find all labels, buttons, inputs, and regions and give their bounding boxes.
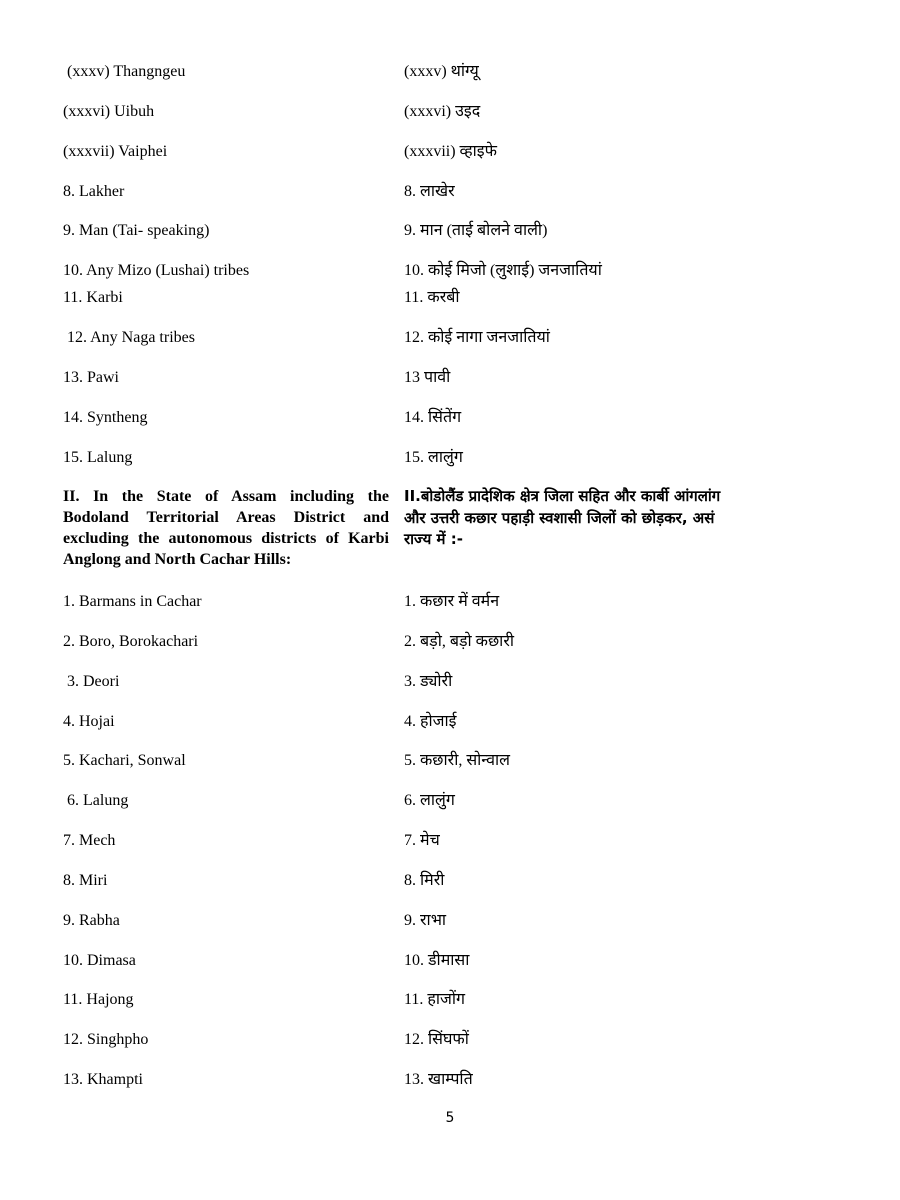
hindi-entry: 13 पावी bbox=[404, 369, 451, 386]
english-entry: 9. Man (Tai- speaking) bbox=[63, 222, 210, 239]
list-row bbox=[0, 219, 900, 249]
english-entry: 14. Syntheng bbox=[63, 409, 148, 426]
hindi-entry: 10. डीमासा bbox=[404, 952, 470, 969]
list-row bbox=[0, 446, 900, 476]
english-entry: 2. Boro, Borokachari bbox=[63, 633, 199, 650]
list-row bbox=[0, 630, 900, 660]
hindi-entry: 8. मिरी bbox=[404, 872, 445, 889]
list-row bbox=[0, 406, 900, 436]
english-entry: 8. Lakher bbox=[63, 183, 125, 200]
hindi-entry: (xxxvi) उइद bbox=[404, 103, 481, 120]
list-row bbox=[0, 326, 900, 356]
hindi-entry: 3. ड्योरी bbox=[404, 673, 453, 690]
english-entry: (xxxv) Thangngeu bbox=[67, 63, 186, 80]
english-entry: 11. Hajong bbox=[63, 991, 134, 1008]
hindi-entry: 2. बड़ो, बड़ो कछारी bbox=[404, 633, 515, 650]
hindi-entry: 12. सिंघफों bbox=[404, 1031, 469, 1048]
list-row bbox=[0, 909, 900, 939]
hindi-entry: 10. कोई मिजो (लुशाई) जनजातियां bbox=[404, 262, 602, 279]
list-row bbox=[0, 180, 900, 210]
english-entry: 5. Kachari, Sonwal bbox=[63, 752, 186, 769]
english-entry: 13. Khampti bbox=[63, 1071, 143, 1088]
hindi-entry: 6. लालुंग bbox=[404, 792, 455, 809]
english-entry: 11. Karbi bbox=[63, 289, 123, 306]
english-entry: 12. Singhpho bbox=[63, 1031, 149, 1048]
list-row bbox=[0, 670, 900, 700]
english-entry: 6. Lalung bbox=[67, 792, 129, 809]
hindi-entry: 7. मेच bbox=[404, 832, 440, 849]
list-row bbox=[0, 949, 900, 979]
hindi-entry: 11. हाजोंग bbox=[404, 991, 466, 1008]
hindi-entry: 12. कोई नागा जनजातियां bbox=[404, 329, 550, 346]
english-entry: 7. Mech bbox=[63, 832, 116, 849]
hindi-entry: 15. लालुंग bbox=[404, 449, 463, 466]
list-row bbox=[0, 869, 900, 899]
english-entry: 13. Pawi bbox=[63, 369, 119, 386]
list-row bbox=[0, 1028, 900, 1058]
hindi-entry: 1. कछार में वर्मन bbox=[404, 593, 500, 610]
english-entry: 15. Lalung bbox=[63, 449, 133, 466]
list-row bbox=[0, 366, 900, 396]
english-entry: 3. Deori bbox=[67, 673, 120, 690]
list-row bbox=[0, 829, 900, 859]
hindi-entry: (xxxvii) व्हाइफे bbox=[404, 143, 498, 160]
hindi-entry: 13. खाम्पति bbox=[404, 1071, 473, 1088]
english-entry: 9. Rabha bbox=[63, 912, 120, 929]
list-row bbox=[0, 1068, 900, 1098]
list-row bbox=[0, 749, 900, 779]
hindi-entry: (xxxv) थांग्यू bbox=[404, 63, 479, 80]
english-entry: 10. Any Mizo (Lushai) tribes bbox=[63, 262, 250, 279]
list-row bbox=[0, 710, 900, 740]
list-row bbox=[0, 140, 900, 170]
list-row bbox=[0, 60, 900, 90]
english-entry: 12. Any Naga tribes bbox=[67, 329, 195, 346]
english-entry: 4. Hojai bbox=[63, 713, 115, 730]
hindi-entry: 9. मान (ताई बोलने वाली) bbox=[404, 222, 548, 239]
list-row bbox=[0, 100, 900, 130]
hindi-entry: 4. होजाई bbox=[404, 713, 457, 730]
list-row bbox=[0, 286, 900, 316]
list-row bbox=[0, 259, 900, 289]
hindi-entry: 5. कछारी, सोन्वाल bbox=[404, 752, 510, 769]
english-entry: (xxxvii) Vaiphei bbox=[63, 143, 168, 160]
hindi-entry: 11. करबी bbox=[404, 289, 460, 306]
english-entry: (xxxvi) Uibuh bbox=[63, 103, 155, 120]
list-row bbox=[0, 988, 900, 1018]
hindi-entry: 14. सिंतेंग bbox=[404, 409, 462, 426]
section-heading-hindi: II.बोडोलैंड प्रादेशिक क्षेत्र जिला सहित और कार्बी आंगलांग और उत्तरी कछार पहाड़ी स्वशासी जिलों को छोड़कर, असं राज्य में :- bbox=[404, 487, 721, 548]
hindi-entry: 9. राभा bbox=[404, 912, 447, 929]
english-entry: 1. Barmans in Cachar bbox=[63, 593, 202, 610]
list-row bbox=[0, 789, 900, 819]
english-entry: 8. Miri bbox=[63, 872, 108, 889]
english-entry: 10. Dimasa bbox=[63, 952, 136, 969]
page-number: 5 bbox=[445, 1110, 455, 1126]
hindi-entry: 8. लाखेर bbox=[404, 183, 455, 200]
section-heading-english: II. In the State of Assam including the Bodoland Territorial Areas District and excluding the autonomous districts of Karbi Anglong and North Cachar Hills: bbox=[63, 488, 389, 568]
list-row bbox=[0, 590, 900, 620]
